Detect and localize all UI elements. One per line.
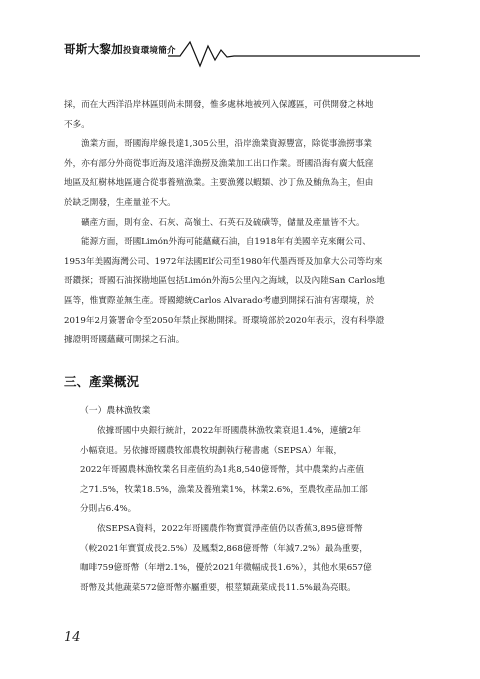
text-line: 咖啡759億哥幣（年增2.1%，優於2021年微幅成長1.6%），其他水果657億 xyxy=(80,563,372,574)
text-line: 礦產方面，則有金、石灰、高嶺土、石英石及硫磺等，儲量及產量皆不大。 xyxy=(81,217,365,228)
paragraph-fishery xyxy=(64,135,416,213)
text-line: 能源方面，哥國Limón外海可能蘊藏石油，自1918年有美國辛克來爾公司、 xyxy=(81,237,371,248)
text-line: 依SEPSA資料，2022年哥國農作物實質淨產值仍以香蕉3,895億哥幣 xyxy=(97,523,363,534)
paragraph-agri-stats xyxy=(80,422,416,520)
header-title xyxy=(64,41,176,57)
text-line: 地區及紅樹林地區適合從事養殖漁業。主要漁獲以蝦類、沙丁魚及鮪魚為主，但由 xyxy=(64,178,374,189)
paragraph-crops xyxy=(80,520,416,598)
text-line: 哥鑽探；哥國石油探勘地區包括Limón外海5公里內之海域，以及內陸San Carlos地 xyxy=(64,276,385,287)
text-line: 1953年美國海灣公司、1972年法國Elf公司至1980年代墨西哥及加拿大公司等均來 xyxy=(64,256,383,267)
paragraph-forestry-cont xyxy=(64,96,416,135)
sub-section-title: （一）農林漁牧業 xyxy=(80,406,151,416)
header-country: 哥斯大黎加 xyxy=(64,42,123,56)
running-header xyxy=(0,36,480,70)
paragraph-minerals xyxy=(64,214,416,234)
header-subtitle: 投資環境簡介 xyxy=(123,46,176,56)
header-wave-line xyxy=(168,36,420,70)
text-line: 哥幣及其他蔬菜572億哥幣亦屬重要，根莖類蔬菜成長11.5%最為亮眼。 xyxy=(80,582,356,593)
text-line: 之71.5%，牧業18.5%，漁業及養殖業1%，林業2.6%，至農牧產品加工部 xyxy=(80,484,368,495)
text-line: 區等，惟實際並無生產。哥國總統Carlos Alvarado考慮到開採石油有害環境，於 xyxy=(64,295,375,306)
section-title: 三、產業概況 xyxy=(64,374,140,389)
text-line: 2022年哥國農林漁牧業名目產值約為1兆8,540億哥幣，其中農業約占產值 xyxy=(80,465,364,476)
text-line: 外，亦有部分外商從事近海及遠洋漁撈及漁業加工出口作業。哥國沿海有廣大低窪 xyxy=(64,158,374,169)
page-number: 14 xyxy=(64,630,81,645)
text-line: 2019年2月簽署命令至2050年禁止探勘開採。哥環境部於2020年表示，沒有科學證 xyxy=(64,315,385,326)
text-line: 分則占6.4%。 xyxy=(80,504,137,515)
body-text-bottom xyxy=(80,422,416,598)
text-line: 於缺乏開發，生產量並不大。 xyxy=(64,197,176,208)
text-line: 漁業方面，哥國海岸線長達1,305公里，沿岸漁業資源豐富，除從事漁撈事業 xyxy=(81,139,373,150)
text-line: 不多。 xyxy=(64,119,90,130)
text-line: 小幅衰退。另依據哥國農牧部農牧規劃執行秘書處（SEPSA）年報， xyxy=(80,445,343,456)
paragraph-energy xyxy=(64,233,416,351)
text-line: 依據哥國中央銀行統計，2022年哥國農林漁牧業衰退1.4%，連續2年 xyxy=(97,426,362,436)
text-line: 據證明哥國蘊藏可開採之石油。 xyxy=(64,335,185,346)
text-line: 採，而在大西洋沿岸林區則尚未開發，惟多處林地被列入保護區，可供開發之林地 xyxy=(64,100,374,110)
text-line: （較2021年實質成長2.5%）及鳳梨2,868億哥幣（年減7.2%）最為重要， xyxy=(80,543,368,554)
body-text-top xyxy=(64,96,416,351)
